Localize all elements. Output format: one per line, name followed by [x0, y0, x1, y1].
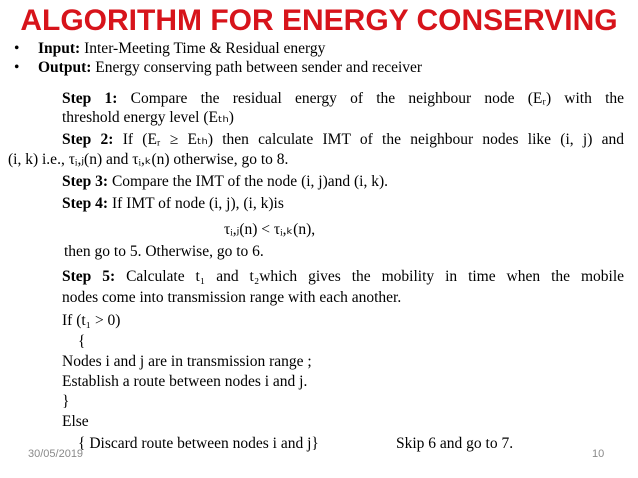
- pseudo-close-brace: }: [62, 393, 70, 410]
- step2-line2: (i, k) i.e., τᵢ,ⱼ(n) and τᵢ,ₖ(n) otherwise, go to 8.: [8, 151, 289, 168]
- step4-line: [62, 195, 284, 214]
- step5-text-1: Calculate t₁ and t₂which gives the mobility in time when the mobile: [126, 268, 625, 285]
- input-text: Inter-Meeting Time & Residual energy: [80, 40, 326, 57]
- step3-line: [62, 173, 388, 192]
- step4-text: If IMT of node (i, j), (i, k)is: [111, 195, 284, 212]
- step3-text: Compare the IMT of the node (i, j)and (i, k).: [111, 173, 389, 190]
- output-bullet: [38, 59, 422, 78]
- bullet-icon: •: [14, 59, 20, 76]
- step2-line1: [62, 131, 624, 150]
- pseudo-else: Else: [62, 413, 89, 430]
- step1-line2: threshold energy level (Eₜₕ): [62, 109, 234, 126]
- bullet-icon: •: [14, 40, 20, 57]
- step5-line2: nodes come into transmission range with each another.: [62, 289, 402, 306]
- step5-line1: [62, 268, 624, 287]
- pseudo-establish-line: Establish a route between nodes i and j.: [62, 373, 308, 390]
- input-bullet: [38, 40, 325, 59]
- step1-line1: [62, 90, 624, 109]
- step4-after: then go to 5. Otherwise, go to 6.: [64, 243, 264, 260]
- pseudo-if: If (t₁ > 0): [62, 312, 121, 329]
- input-label: Input:: [38, 40, 81, 57]
- pseudo-nodes-line: Nodes i and j are in transmission range ;: [62, 353, 312, 370]
- step4-formula: τᵢ,ⱼ(n) < τᵢ,ₖ(n),: [224, 221, 316, 238]
- step3-label: Step 3:: [62, 173, 109, 190]
- output-text: Energy conserving path between sender and receiver: [91, 59, 423, 76]
- step5-label: Step 5:: [62, 268, 116, 285]
- step1-label: Step 1:: [62, 90, 118, 107]
- pseudo-discard-line: { Discard route between nodes i and j}: [78, 435, 319, 452]
- footer-date: 30/05/2019: [28, 448, 84, 460]
- slide-number: 10: [592, 448, 605, 460]
- step4-label: Step 4:: [62, 195, 109, 212]
- slide-title: ALGORITHM FOR ENERGY CONSERVING: [20, 4, 618, 37]
- skip-note: Skip 6 and go to 7.: [396, 435, 514, 452]
- pseudo-open-brace: {: [78, 333, 86, 350]
- output-label: Output:: [38, 59, 92, 76]
- step2-text-1: If (Eᵣ ≥ Eₜₕ) then calculate IMT of the neighbour nodes like (i, j) and: [122, 131, 624, 148]
- step2-label: Step 2:: [62, 131, 114, 148]
- step1-text-1: Compare the residual energy of the neighbour node (Eᵣ) with the: [130, 90, 625, 107]
